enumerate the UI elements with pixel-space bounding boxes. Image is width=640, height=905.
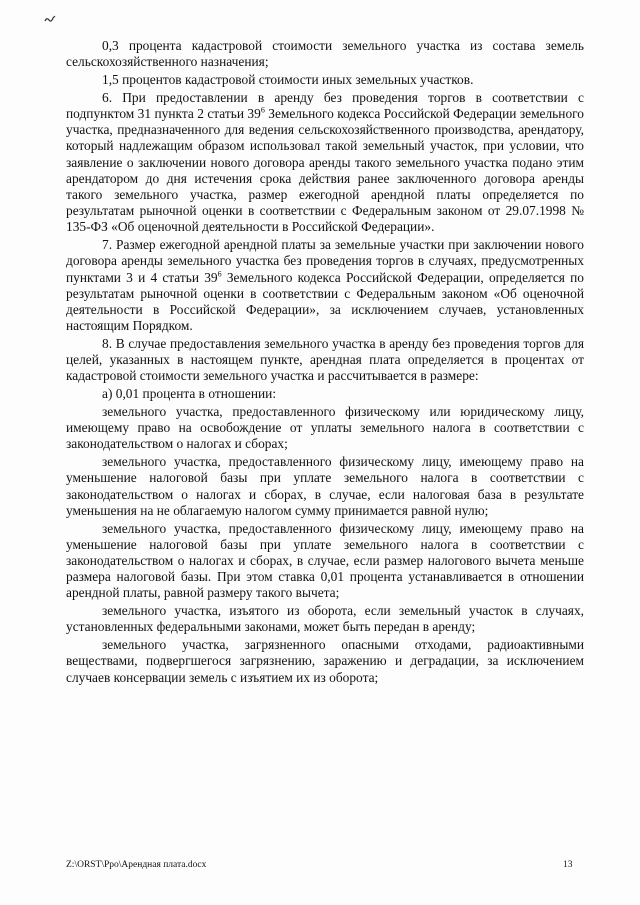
paragraph-exempt-tax: земельного участка, предоставленного физическому или юридическому лицу, имеющему право на освобождение от уплаты земельного налога в соответствии с законодательством о налогах и сборах; bbox=[66, 404, 584, 452]
paragraph-withdrawn-land: земельного участка, изъятого из оборота, если земельный участок в случаях, установленных федеральными законами, может быть передан в аренду; bbox=[66, 603, 584, 635]
paragraph-contaminated-land: земельного участка, загрязненного опасными отходами, радиоактивными веществами, подвергшегося загрязнению, заражению и деградации, за исключением случаев консервации земель с изъятием их из оборота; bbox=[66, 637, 584, 685]
paragraph-item-6: 6. При предоставлении в аренду без проведения торгов в соответствии с подпунктом 31 пункта 2 статьи $39^6$ Земельного кодекса Российской Федерации земельного участка, предназначенного для ведения сельскохозяйственного производства, арендатору, который надлежащим образом использовал такой земельный участок, при условии, что заявление о заключении нового договора аренды такого земельного участка подано этим арендатором до дня истечения срока действия ранее заключенного договора аренды такого земельного участка, размер ежегодной арендной платы определяется по результатам рыночной оценки в соответствии с Федеральным законом от 29.07.1998 № 135-ФЗ «Об оценочной деятельности в Российской Федерации». bbox=[66, 89, 584, 235]
paragraph-subitem-a: а) 0,01 процента в отношении: bbox=[102, 386, 277, 402]
paragraph-item-8: 8. В случае предоставления земельного участка в аренду без проведения торгов для целей, указанных в настоящем пункте, арендная плата определяется в процентах от кадастровой стоимости земельного участка и рассчитывается в размере: bbox=[66, 336, 584, 384]
paragraph-tax-deduction: земельного участка, предоставленного физическому лицу, имеющему право на уменьшение налоговой базы при уплате земельного налога в соответствии с законодательством о налогах и сборах, в случае, если размер налогового вычета меньше размера налоговой базы. При этом ставка 0,01 процента устанавливается в отношении арендной платы, равной размеру такого вычета; bbox=[66, 520, 584, 601]
paragraph-zero-tax-base: земельного участка, предоставленного физическому лицу, имеющему право на уменьшение налоговой базы при уплате земельного налога в соответствии с законодательством о налогах и сборах, в случае, если налоговая база в результате уменьшения на не облагаемую налогом сумму принимается равной нулю; bbox=[66, 454, 584, 518]
page-number: 13 bbox=[563, 860, 573, 870]
paragraph-rate-other: 1,5 процентов кадастровой стоимости иных земельных участков. bbox=[102, 72, 474, 87]
footer-file-path: Z:\ORST\Рро\Арендная плата.docx bbox=[66, 860, 207, 870]
paragraph-rate-agricultural: 0,3 процента кадастровой стоимости земельного участка из состава земель сельскохозяйственного назначения; bbox=[66, 38, 584, 70]
paragraph-item-7: 7. Размер ежегодной арендной платы за земельные участки при заключении нового договора аренды земельного участка без проведения торгов в случаях, предусмотренных пунктами 3 и 4 статьи $39^6$ Земельного кодекса Российской Федерации, определяется по результатам рыночной оценки в соответствии с Федеральным законом «Об оценочной деятельности в Российской Федерации», за исключением случаев, установленных настоящим Порядком. bbox=[66, 237, 585, 334]
document-body bbox=[66, 38, 584, 687]
scan-mark-icon bbox=[44, 14, 56, 24]
